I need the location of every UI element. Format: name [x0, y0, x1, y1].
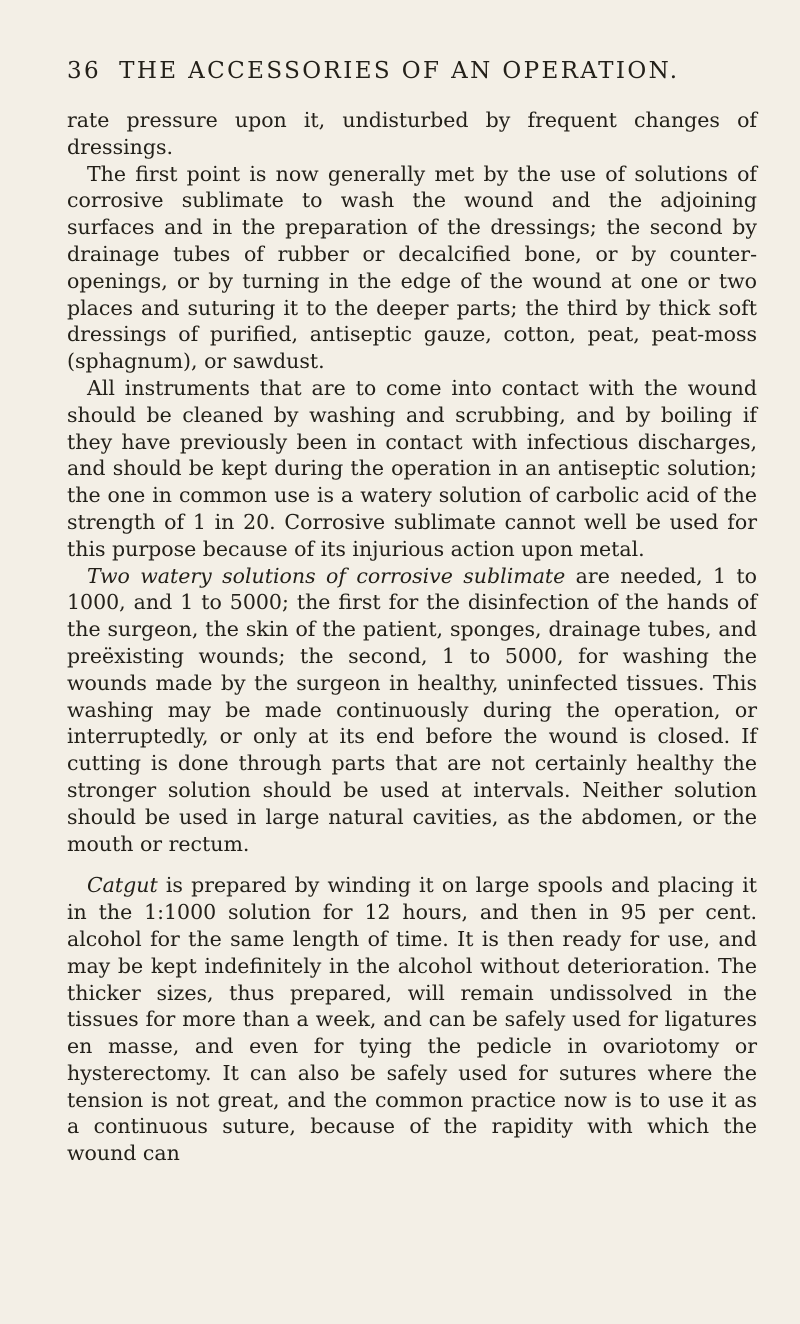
paragraph-text: is prepared by winding it on large spools and placing it in the 1:1000 solution for 12 hours, and then in 95 per cent. alcohol for the same length of time. It is then ready for use, and may be kept indefinitely in the alcohol without deterioration. The thicker sizes, thus prepared, will remain undissolved in the tissues for more than a week, and can be safely used for ligatures en masse, and even for tying the pedicle in ovariotomy or hysterectomy. It can also be safely used for sutures where the tension is not great, and the common practice now is to use it as a continuous suture, because of the rapidity with which the wound can: [67, 873, 757, 1166]
paragraph-instruments: [67, 375, 757, 563]
paragraph-text: The first point is now generally met by the use of solutions of corrosive sublimate to wash the wound and the adjoining surfaces and in the preparation of the dressings; the second by drainage tubes of rubber or decalcified bone, or by counter-openings, or by turning in the edge of the wound at one or two places and suturing it to the deeper parts; the third by thick soft dressings of purified, antiseptic gauze, cotton, peat, peat-moss (sphagnum), or sawdust.: [67, 161, 757, 374]
paragraph-catgut: [67, 872, 757, 1167]
italic-lead: Two watery solutions of corrosive sublimate: [87, 563, 566, 588]
running-head: [67, 58, 757, 84]
running-title: THE ACCESSORIES OF AN OPERATION.: [119, 58, 680, 84]
paragraph-text: All instruments that are to come into contact with the wound should be cleaned by washing and scrubbing, and by boiling if they have previously been in contact with infectious discharges, and should be kept during the operation in an antiseptic solution; the one in common use is a watery solution of carbolic acid of the strength of 1 in 20. Corrosive sublimate cannot well be used for this purpose because of its injurious action upon metal.: [67, 375, 757, 561]
body-text: [67, 107, 757, 1167]
paragraph-text: rate pressure upon it, undisturbed by frequent changes of dressings.: [67, 108, 757, 159]
paragraph-sublimate-solutions: [67, 563, 757, 858]
italic-lead: Catgut: [87, 873, 158, 898]
paragraph-drainage: [67, 161, 757, 375]
page-number: 36: [67, 58, 102, 84]
paragraph-continuation: [67, 107, 757, 161]
paragraph-text: are needed, 1 to 1000, and 1 to 5000; the first for the disinfection of the hands of the surgeon, the skin of the patient, sponges, drainage tubes, and preëxisting wounds; the second, 1 to 5000, for washing the wounds made by the surgeon in healthy, uninfected tissues. This washing may be made continuously during the operation, or interruptedly, or only at its end before the wound is closed. If cutting is done through parts that are not certainly healthy the stronger solution should be used at intervals. Neither solution should be used in large natural cavities, as the abdomen, or the mouth or rectum.: [67, 563, 757, 856]
